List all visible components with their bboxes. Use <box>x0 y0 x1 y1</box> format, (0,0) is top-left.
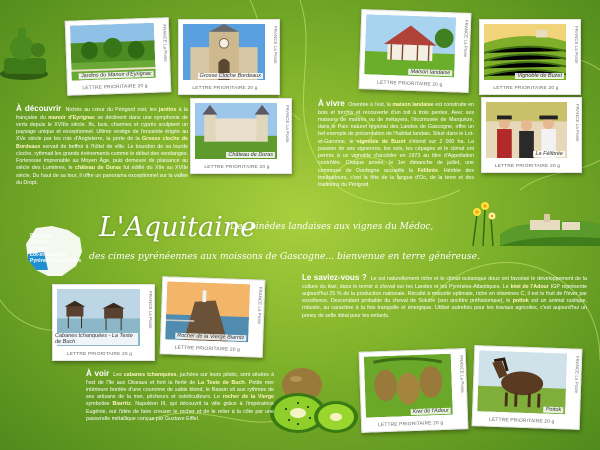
department-label: Lot-et-Garonne <box>30 251 67 258</box>
stamp-lettre-prioritaire: LETTRE PRIORITAIRE 20 g <box>494 164 561 169</box>
department-label: Dordogne <box>30 233 54 239</box>
department-label: Landes <box>30 245 48 252</box>
keyword: rocher de la Vierge <box>222 394 274 401</box>
stamp-lettre-prioritaire: LETTRE PRIORITAIRE 20 g <box>66 352 133 357</box>
keyword: manoir d'Eyrignac <box>48 114 96 121</box>
stamp-side-text: FRANCE La Poste <box>161 24 169 62</box>
stamp-lettre-prioritaire: LETTRE PRIORITAIRE 20 g <box>204 165 270 170</box>
department-label: Pyrénées-Atlantiques <box>30 258 82 264</box>
stamp-lettre-prioritaire: LETTRE PRIORITAIRE 20 g <box>489 417 555 425</box>
department-label: Gironde <box>30 239 50 246</box>
kiwi-fruit-icon <box>262 357 362 437</box>
stamp-felibree <box>481 97 582 173</box>
stamp-side-text: FRANCE La Poste <box>273 26 278 64</box>
region-subtitle: Des pinèdes landaises aux vignes du Médoc, <box>230 222 434 232</box>
region-title: L'Aquitaine <box>99 212 257 243</box>
stamp-lettre-prioritaire: LETTRE PRIORITAIRE 20 g <box>493 86 559 91</box>
keyword: Grosse cloche de Bordeaux <box>16 136 188 150</box>
body-text: symbolise <box>86 401 113 408</box>
stamp-caption: Vignoble de Buzet <box>517 73 562 79</box>
section-heading: À vivre <box>318 99 345 108</box>
section-heading: À découvrir <box>16 104 62 113</box>
keyword: maison landaise <box>392 102 434 108</box>
section-heading: À voir <box>86 369 110 378</box>
body-text: Le sol naturellement riche et le climat océanique doux ont favorisé le développement de la culture du kiwi, dans le terroir à cheval sur les Landes et les Pyrénées-Atlantiques. Le <box>302 276 587 290</box>
stamp-caption: Grosse Cloche Bordeaux <box>199 73 261 79</box>
stamp-maison-landaise <box>359 9 472 93</box>
body-text: Les <box>111 372 124 378</box>
body-text: . Petite mer intérieure bordée d'une couronne de sable blond, le Bassin vit aux rythmes de ses artisans de la mer, pêcheurs et ostréiculteurs. Le <box>86 379 274 401</box>
text-a-vivre <box>318 99 474 189</box>
body-text: IGP représente aujourd'hui 25 % de la production nationale. Récolté à maturité optimale, riche en vitamines C, il est le fruit de l'hiver par excellence. Descendant probable du cheval de Solutré (son ancêtre préhistorique), le <box>302 283 587 305</box>
text-a-decouvrir <box>16 104 188 187</box>
stamp-side-text: FRANCE La Poste <box>575 104 580 142</box>
body-text: est un animal rustique, robuste, au caractère à la fois tranquille et énergique. Utilisé autrefois pour les travaux agricoles, c'est aujourd'hui un poney de selle idéal pour les enfants. <box>302 298 588 319</box>
stamp-side-text: FRANCE La Poste <box>462 19 470 58</box>
stamp-caption: Cabanes tchanquées - La Teste de Buch <box>53 333 138 345</box>
body-text: . Napoléon III, qui découvrit la ville grâce à l'impératrice Eugénie, eut l'idée de faire creuser le rocher et de le relier à la côte par une passerelle métallique conçue par Gustave Eiffel. <box>86 401 274 422</box>
stamp-chateau-duras <box>190 98 292 174</box>
stamp-caption: Jardins du Manoir d'Eyrignac <box>80 70 152 80</box>
stamp-lettre-prioritaire: LETTRE PRIORITAIRE 20 g <box>82 83 148 92</box>
region-tagline: des cimes pyrénéennes aux moissons de Gascogne... bienvenue en terre généreuse. <box>89 251 481 262</box>
stamp-side-text: FRANCE La Poste <box>574 26 579 64</box>
stamp-jardins-eyrignac <box>65 17 172 96</box>
body-text: est construite en bois et torchis et recouverte d'un toit à trois pentes. Avec ses maisons de maîtres ou de métayers, l'écomusée de Marquèze, dans le Parc naturel régional des Landes de Gascogne, offre un bel exemple de préservation de l'habitat landais. Situé dans le Lot-et-Garonne, le <box>318 102 474 145</box>
stamp-rocher-vierge <box>160 276 266 358</box>
stamp-kiwi-adour <box>359 348 469 433</box>
stamp-caption: Rocher de la Vierge Biarritz <box>177 332 245 342</box>
body-text: se déclinent dans une symphonie de verts depuis le XVIIIe siècle. Ifs, buis, charmes et cyprès sculptent un paysage unique et exceptionnel. Ultime vestige de l'enceinte érigée au XVe siècle par les rois d'Angleterre, la porte de la <box>16 114 188 143</box>
stamp-lettre-prioritaire: LETTRE PRIORITAIRE 20 g <box>192 86 258 91</box>
keyword: La Teste de Buch <box>197 379 245 386</box>
stamp-caption: Pottok <box>545 406 562 414</box>
body-text: . Héritée des troubadours, c'est la fête de la langue d'Oc, de la terre et des traditions du Périgord. <box>318 167 475 188</box>
stamp-vignoble-buzet <box>479 19 581 95</box>
body-text: fut édifié du XIIe au XVIIe siècle. Du haut de sa tour, il offre un panorama exceptionnel sur la vallée du Dropt. <box>16 165 188 186</box>
stamp-side-text: FRANCE La Poste <box>573 355 581 394</box>
stamp-grosse-cloche <box>178 19 280 95</box>
stamp-side-text: FRANCE La Poste <box>458 355 466 393</box>
hilltop-village-icon <box>500 212 600 246</box>
body-text: servait de beffroi à l'hôtel de ville. Le bourdon de sa lourde cloche, rythmait les grands événements comme le début des vendanges. Forteresse imprenable au Moyen Âge, puis demeure de plaisance au siècle des Lumières, le <box>16 143 188 172</box>
keyword: vignoble de Buzet <box>356 138 406 145</box>
keyword: pottok <box>512 298 529 305</box>
stamp-lettre-prioritaire: LETTRE PRIORITAIRE 20 g <box>377 80 443 88</box>
keyword: Félibrée <box>417 167 438 174</box>
keyword: cabanes tchanquées <box>123 372 177 378</box>
daffodil-flowers-icon <box>463 196 503 246</box>
body-text: Nichés au cœur du Périgord noir, les <box>63 107 159 113</box>
stamp-caption: La Félibrée <box>535 151 563 157</box>
body-text: Orientée à l'est, la <box>346 102 393 108</box>
text-le-saviez-vous <box>302 273 587 320</box>
stamp-lettre-prioritaire: LETTRE PRIORITAIRE 20 g <box>377 420 444 429</box>
keyword: kiwi de l'Adour <box>510 283 549 290</box>
stamp-cabanes-tchanquees <box>52 284 155 361</box>
body-text: s'étend sur 2 000 ha. La passion de ses vignerons, les sols, les cépages et le climat ont permis à ce vignoble d'accéder en 1973 au titre d'Appellation contrôlée. Chaque année, le 1er dimanche de juillet, une commune de Dordogne accueille la <box>318 138 474 174</box>
stamp-lettre-prioritaire: LETTRE PRIORITAIRE 20 g <box>174 345 241 353</box>
text-a-voir <box>86 369 274 423</box>
stamp-side-text: FRANCE La Poste <box>285 105 290 143</box>
stamp-side-text: FRANCE La Poste <box>256 286 264 325</box>
stamp-caption: Kiwi de l'Adour <box>412 407 449 416</box>
keyword: Biarritz <box>112 401 131 408</box>
topiary-garden-icon <box>0 26 52 80</box>
section-heading: Le saviez-vous ? <box>302 273 367 282</box>
stamp-side-text: FRANCE La Poste <box>148 291 153 329</box>
keyword: jardins <box>158 107 177 113</box>
stamp-caption: Château de Duras <box>228 152 273 158</box>
keyword: château de Duras <box>75 165 121 172</box>
stamp-pottok <box>472 345 583 430</box>
body-text: à la française du <box>16 107 188 121</box>
stamp-caption: Maison landaise <box>410 68 451 77</box>
department-list <box>30 233 81 264</box>
body-text: , juchées sur leurs pilotis, sont situées à l'est de l'île aux Oiseaux et font la fierté de <box>86 372 275 386</box>
